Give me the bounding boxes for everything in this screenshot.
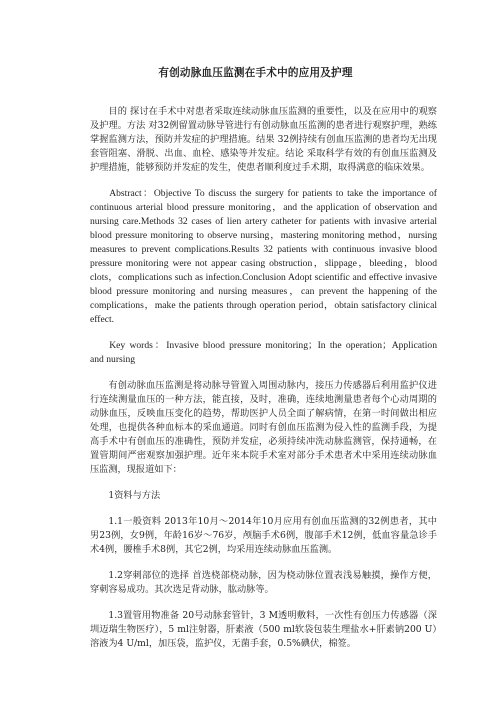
chinese-abstract: 目的 探讨在手术中对患者采取连续动脉血压监测的重要性，以及在应用中的观察及护理。方法 对32例留置动脉导管进行有创动脉血压监测的患者进行观察护理，熟练掌握监测方法，预防并发症的护理措施。结果 32例持续有创血压监测的患者均无出现套管阻塞、滑脱、出血、血栓、感染等并发症。结论 采取科学有效的有创血压监测及护理措施，能够预防并发症的发生，使患者顺利度过手术期，取得满意的临床效果。 bbox=[90, 106, 437, 173]
english-abstract: Abstract：Objective To discuss the surgery for patients to take the importance of continuous arterial blood pressure monitoring，and the application of observation and nursing care.Methods 32 cases of lien artery catheter for patients with invasive arterial blood pressure monitoring to observe nursing，mastering monitoring method，nursing measures to prevent complications.Results 32 patients with continuous invasive blood pressure monitoring were not appear casing obstruction，slippage，bleeding，blood clots，complications such as infection.Conclusion Adopt scientific and effective invasive blood pressure monitoring and nursing measures，can prevent the happening of the complications，make the patients through operation period，obtain satisfactory clinical effect. bbox=[90, 188, 437, 325]
section-heading-materials-methods: 1资料与方法 bbox=[108, 490, 161, 501]
paper-title: 有创动脉血压监测在手术中的应用及护理 bbox=[158, 67, 353, 79]
english-keywords: Key words：Invasive blood pressure monitoring；In the operation；Application and nursing bbox=[90, 340, 437, 365]
section-1-3-catheter-supplies: 1.3置管用物准备 20号动脉套管针，3 M透明敷料，一次性有创压力传感器（深圳迈瑞生物医疗），5 ml注射器，肝素液（500 ml软袋包装生理盐水+肝素钠200 U）溶液为4 U/ml，加压袋，监护仪，无菌手套，0.5%碘伏，棉签。 bbox=[90, 610, 437, 649]
section-1-1-general-data: 1.1一般资料 2013年10月～2014年10月应用有创血压监测的32例患者，其中男23例，女9例，年龄16岁～76岁，颅脑手术6例，腹部手术12例，低血容量急诊手术4例，腰椎手术8例，其它2例，均采用连续动脉血压监测。 bbox=[90, 516, 437, 555]
section-1-2-puncture-site: 1.2穿刺部位的选择 首选桡部桡动脉，因为桡动脉位置表浅易触摸，操作方便，穿刺容易成功。其次选足背动脉，肱动脉等。 bbox=[90, 570, 437, 595]
introduction-paragraph: 有创动脉血压监测是将动脉导管置入周围动脉内，接压力传感器后利用监护仪进行连续测量血压的一种方法，能直接，及时，准确，连续地测量患者每个心动周期的动脉血压，反映血压变化的趋势，帮助医护人员全面了解病情，在第一时间做出相应处理，也提供各种血标本的采血通道。同时有创血压监测为侵入性的监测手段，为提高手术中有创血压的准确性，预防并发症，必须持续冲洗动脉监测管，保持通畅，在置管期间严密观察加强护理。近年来本院手术室对部分手术患者术中采用连续动脉血压监测，现报道如下： bbox=[90, 380, 437, 475]
